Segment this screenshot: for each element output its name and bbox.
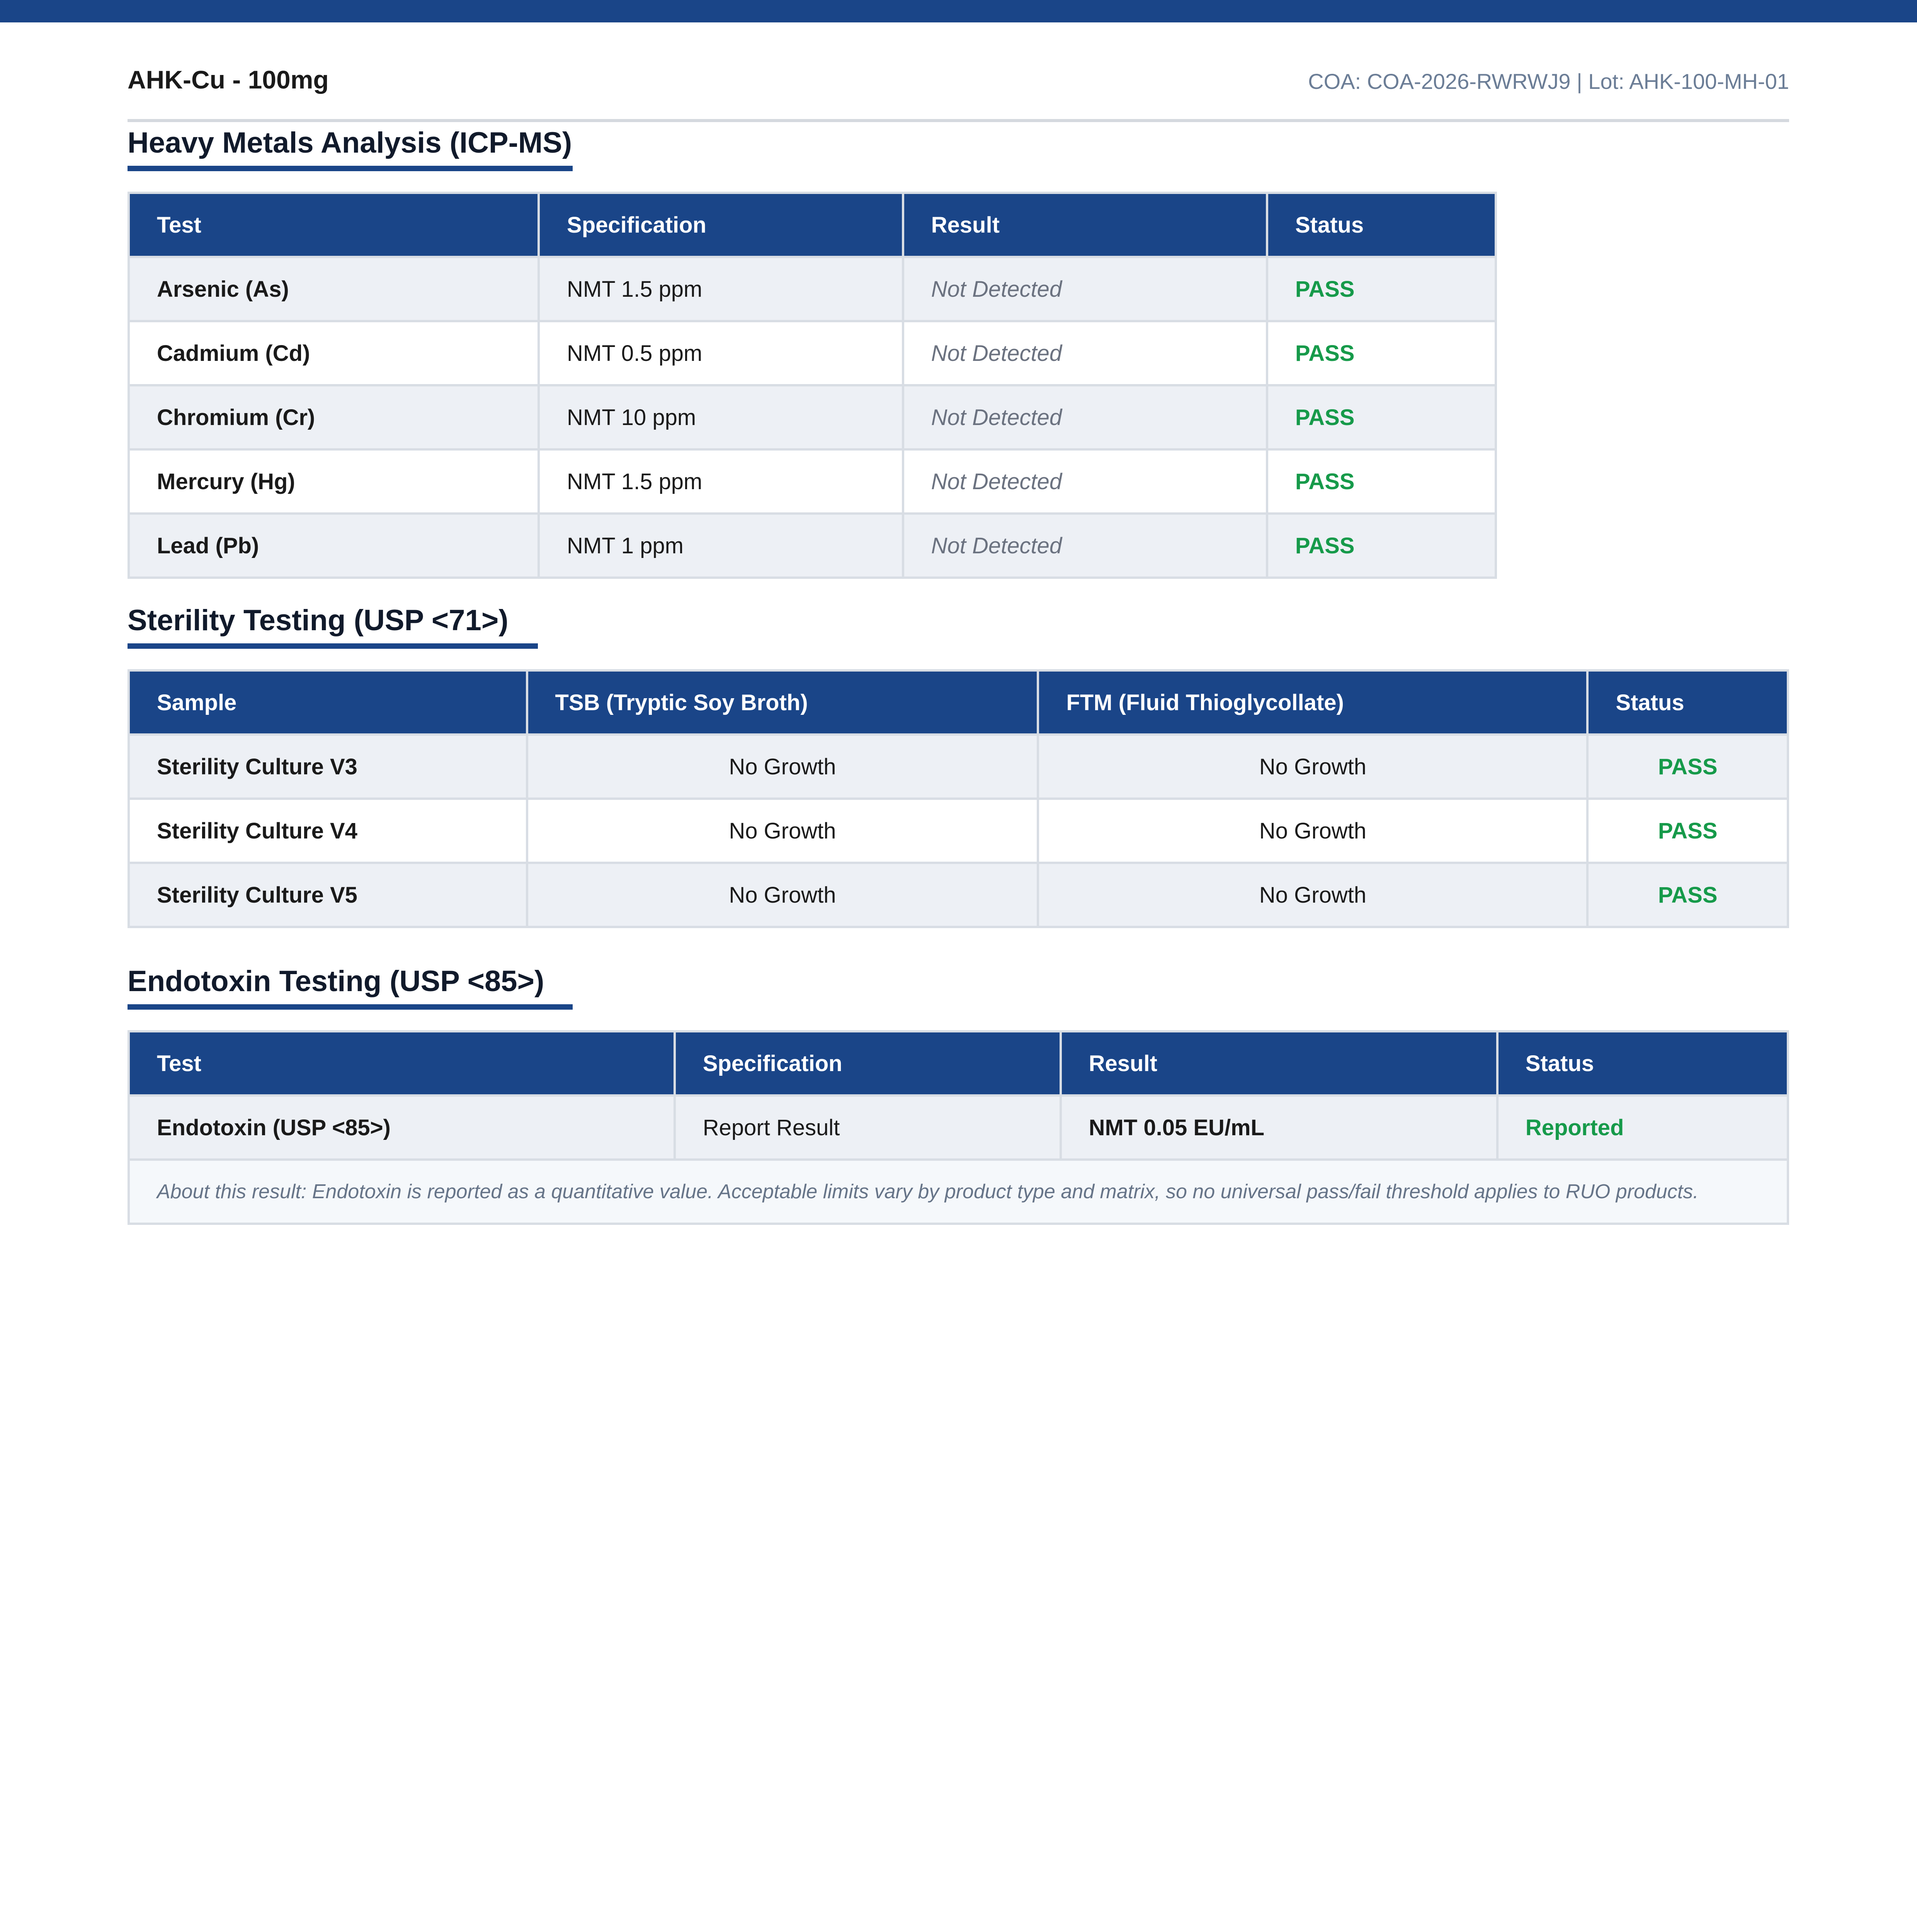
status-badge: PASS (1267, 449, 1496, 514)
table-row (129, 863, 1788, 927)
sample-name: Sterility Culture V4 (129, 799, 527, 863)
sterility-title: Sterility Testing (USP <71>) (128, 604, 538, 649)
status-badge: PASS (1267, 321, 1496, 385)
specification: NMT 10 ppm (539, 385, 903, 449)
result: Not Detected (903, 321, 1267, 385)
col-header-specification: Specification (539, 193, 903, 257)
endotoxin-title: Endotoxin Testing (USP <85>) (128, 964, 573, 1010)
result: Not Detected (903, 257, 1267, 321)
col-header-result: Result (1061, 1031, 1497, 1095)
coa-lot-meta: COA: COA-2026-RWRWJ9 | Lot: AHK-100-MH-01 (1308, 69, 1789, 94)
col-header-specification: Specification (675, 1031, 1061, 1095)
ftm-result: No Growth (1038, 863, 1587, 927)
test-name: Arsenic (As) (129, 257, 539, 321)
table-header-row (129, 193, 1496, 257)
table-row (129, 735, 1788, 799)
result: Not Detected (903, 514, 1267, 578)
status-badge: PASS (1267, 385, 1496, 449)
sample-name: Sterility Culture V5 (129, 863, 527, 927)
endotoxin-table (128, 1030, 1789, 1225)
specification: NMT 1.5 ppm (539, 257, 903, 321)
heavy-metals-table (128, 192, 1497, 579)
col-header-status: Status (1267, 193, 1496, 257)
test-name: Cadmium (Cd) (129, 321, 539, 385)
table-header-row (129, 1031, 1788, 1095)
col-header-result: Result (903, 193, 1267, 257)
ftm-result: No Growth (1038, 735, 1587, 799)
sample-name: Sterility Culture V3 (129, 735, 527, 799)
status-badge: PASS (1587, 863, 1788, 927)
result: Not Detected (903, 449, 1267, 514)
heavy-metals-title: Heavy Metals Analysis (ICP-MS) (128, 126, 573, 171)
table-row (129, 799, 1788, 863)
result: Not Detected (903, 385, 1267, 449)
product-title: AHK-Cu - 100mg (128, 65, 329, 94)
col-header-ftm: FTM (Fluid Thioglycollate) (1038, 670, 1587, 735)
note-row (129, 1160, 1788, 1224)
ftm-result: No Growth (1038, 799, 1587, 863)
table-row (129, 1095, 1788, 1160)
sterility-table (128, 669, 1789, 928)
page-header (128, 65, 1789, 122)
status-badge: PASS (1587, 799, 1788, 863)
table-row (129, 514, 1496, 578)
tsb-result: No Growth (527, 735, 1038, 799)
table-row (129, 257, 1496, 321)
col-header-tsb: TSB (Tryptic Soy Broth) (527, 670, 1038, 735)
test-name: Mercury (Hg) (129, 449, 539, 514)
status-badge: PASS (1267, 257, 1496, 321)
table-row (129, 385, 1496, 449)
test-name: Lead (Pb) (129, 514, 539, 578)
tsb-result: No Growth (527, 799, 1038, 863)
specification: Report Result (675, 1095, 1061, 1160)
status-badge: Reported (1497, 1095, 1788, 1160)
specification: NMT 1 ppm (539, 514, 903, 578)
specification: NMT 1.5 ppm (539, 449, 903, 514)
test-name: Chromium (Cr) (129, 385, 539, 449)
table-header-row (129, 670, 1788, 735)
status-badge: PASS (1267, 514, 1496, 578)
specification: NMT 0.5 ppm (539, 321, 903, 385)
test-name: Endotoxin (USP <85>) (129, 1095, 675, 1160)
col-header-test: Test (129, 193, 539, 257)
table-row (129, 449, 1496, 514)
col-header-sample: Sample (129, 670, 527, 735)
tsb-result: No Growth (527, 863, 1038, 927)
status-badge: PASS (1587, 735, 1788, 799)
table-row (129, 321, 1496, 385)
col-header-status: Status (1587, 670, 1788, 735)
col-header-test: Test (129, 1031, 675, 1095)
top-brand-band (0, 0, 1917, 22)
col-header-status: Status (1497, 1031, 1788, 1095)
endotoxin-note: About this result: Endotoxin is reported as a quantitative value. Acceptable limits vary by product type and matrix, so no universal pass/fail threshold applies to RUO products. (129, 1160, 1788, 1224)
result: NMT 0.05 EU/mL (1061, 1095, 1497, 1160)
